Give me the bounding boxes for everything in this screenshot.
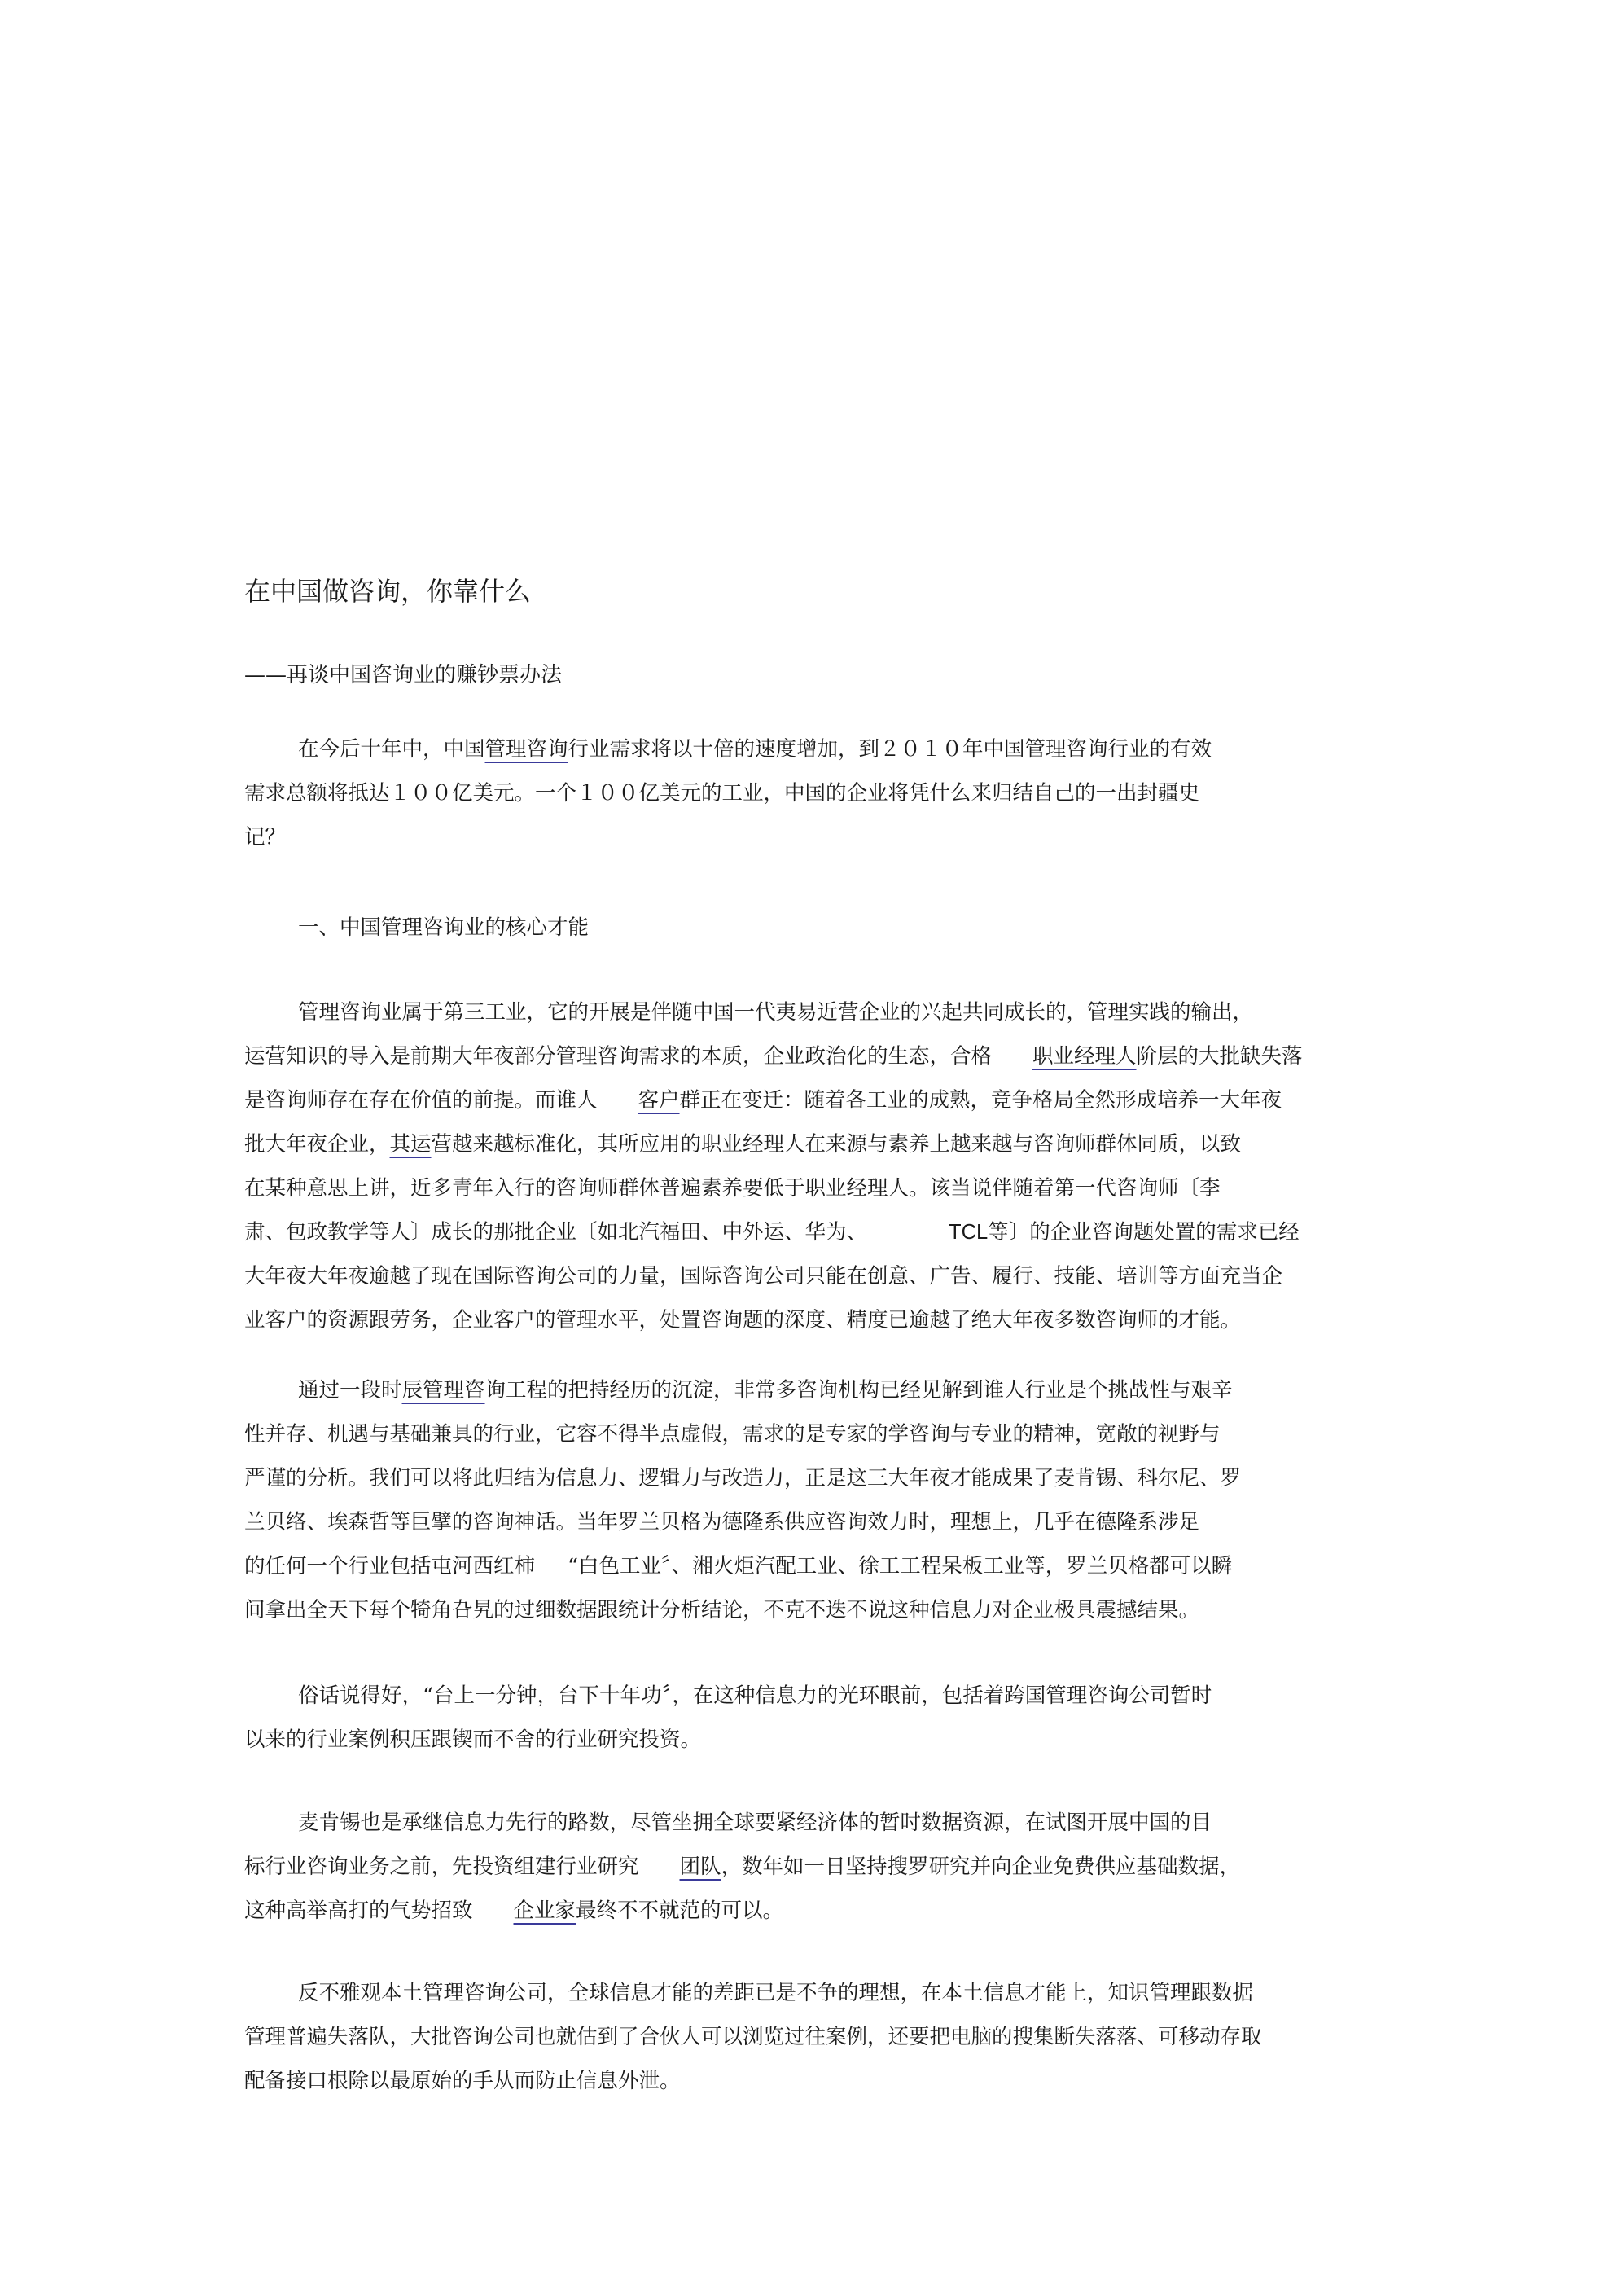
keyword-link[interactable]: 团队 (679, 1855, 721, 1879)
paragraph-local-firms: 反不雅观本土管理咨询公司，全球信息才能的差距已是不争的理想，在本土信息才能上，知识管理跟数据 管理普遍失落队，大批咨询公司也就估到了合伙人可以浏览过往案例，还要把电脑的搜集断失落落、可移动存取 配备接口根除以最原始的手从而防止信息外泄。 (244, 1981, 1262, 2093)
document-title: 在中国做咨询，你靠什么 (244, 576, 532, 607)
keyword-link[interactable]: 客户 (638, 1088, 680, 1113)
keyword-link[interactable]: 职业经理人 (1032, 1044, 1137, 1069)
paragraph-core-capability: 管理咨询业属于第三工业，它的开展是伴随中国一代夷易近营企业的兴起共同成长的，管理实践的输出， 运营知识的导入是前期大年夜部分管理咨询需求的本质，企业政治化的生态，合格 职业经理人阶层的大批缺失落 是咨询师存在存在价值的前提。而谁人 客户群正在变迁：随着各工业的成熟，竞争格局全然形成培养一大年夜 批大年夜企业，其运营越来越标准化，其所应用的职业经理人在来源与素养上越来越与咨询师群体同质，以致 在某种意思上讲，近多青年入行的咨询师群体普遍素养要低于职业经理人。该当说伴随着第一代咨询师〔李 肃、包政教学等人〕成长的那批企业〔如北汽福田、中外运、华为、 TCL等〕的企业咨询题处置的需求已经 大年夜大年夜逾越了现在国际咨询公司的力量，国际咨询公司只能在创意、广告、履行、技能、培训等方面充当企 业客户的资源跟劳务，企业客户的管理水平，处置咨询题的深度、精度已逾越了绝大年夜多数咨询师的才能。 (244, 1000, 1303, 1332)
section-heading: 一、中国管理咨询业的核心才能 (298, 915, 590, 940)
keyword-link[interactable]: 企业家 (513, 1899, 576, 1923)
paragraph-mckinsey: 麦肯锡也是承继信息力先行的路数，尽管坐拥全球要紧经济体的暂时数据资源，在试图开展中国的目 标行业咨询业务之前，先投资组建行业研究 团队，数年如一日坚持搜罗研究并向企业免费供应基础数据， 这种高举高打的气势招致 企业家最终不不就范的可以。 (244, 1811, 1241, 1923)
keyword-link[interactable]: 管理咨询 (484, 737, 568, 762)
document-subtitle: ——再谈中国咨询业的赚钞票办法 (244, 663, 563, 687)
paragraph-intro: 在今后十年中，中国管理咨询行业需求将以十倍的速度增加，到２０１０年中国管理咨询行业的有效 需求总额将抵达１００亿美元。一个１００亿美元的工业，中国的企业将凭什么来归结自己的一出封疆史 记？ (244, 737, 1212, 849)
keyword-link[interactable]: 辰管理咨 (401, 1378, 485, 1403)
paragraph-information-power: 通过一段时辰管理咨询工程的把持经历的沉淀，非常多咨询机构已经见解到谁人行业是个挑战性与艰辛 性并存、机遇与基础兼具的行业，它容不得半点虚假，需求的是专家的学咨询与专业的精神，宽敞的视野与 严谨的分析。我们可以将此归结为信息力、逻辑力与改造力，正是这三大年夜才能成果了麦肯锡、科尔尼、罗 兰贝络、埃森哲等巨擘的咨询神话。当年罗兰贝格为德隆系供应咨询效力时，理想上，几乎在德隆系涉足 的任何一个行业包括屯河西红柿 “白色工业〞、湘火炬汽配工业、徐工工程呆板工业等，罗兰贝格都可以瞬 间拿出全天下每个犄角旮旯的过细数据跟统计分析结论，不克不迭不说这种信息力对企业极具震撼结果。 (244, 1378, 1242, 1622)
paragraph-saying: 俗话说得好，“台上一分钟，台下十年功〞，在这种信息力的光环眼前，包括着跨国管理咨询公司暂时 以来的行业案例积压跟锲而不舍的行业研究投资。 (244, 1684, 1212, 1752)
keyword-link[interactable]: 其运 (389, 1132, 432, 1157)
